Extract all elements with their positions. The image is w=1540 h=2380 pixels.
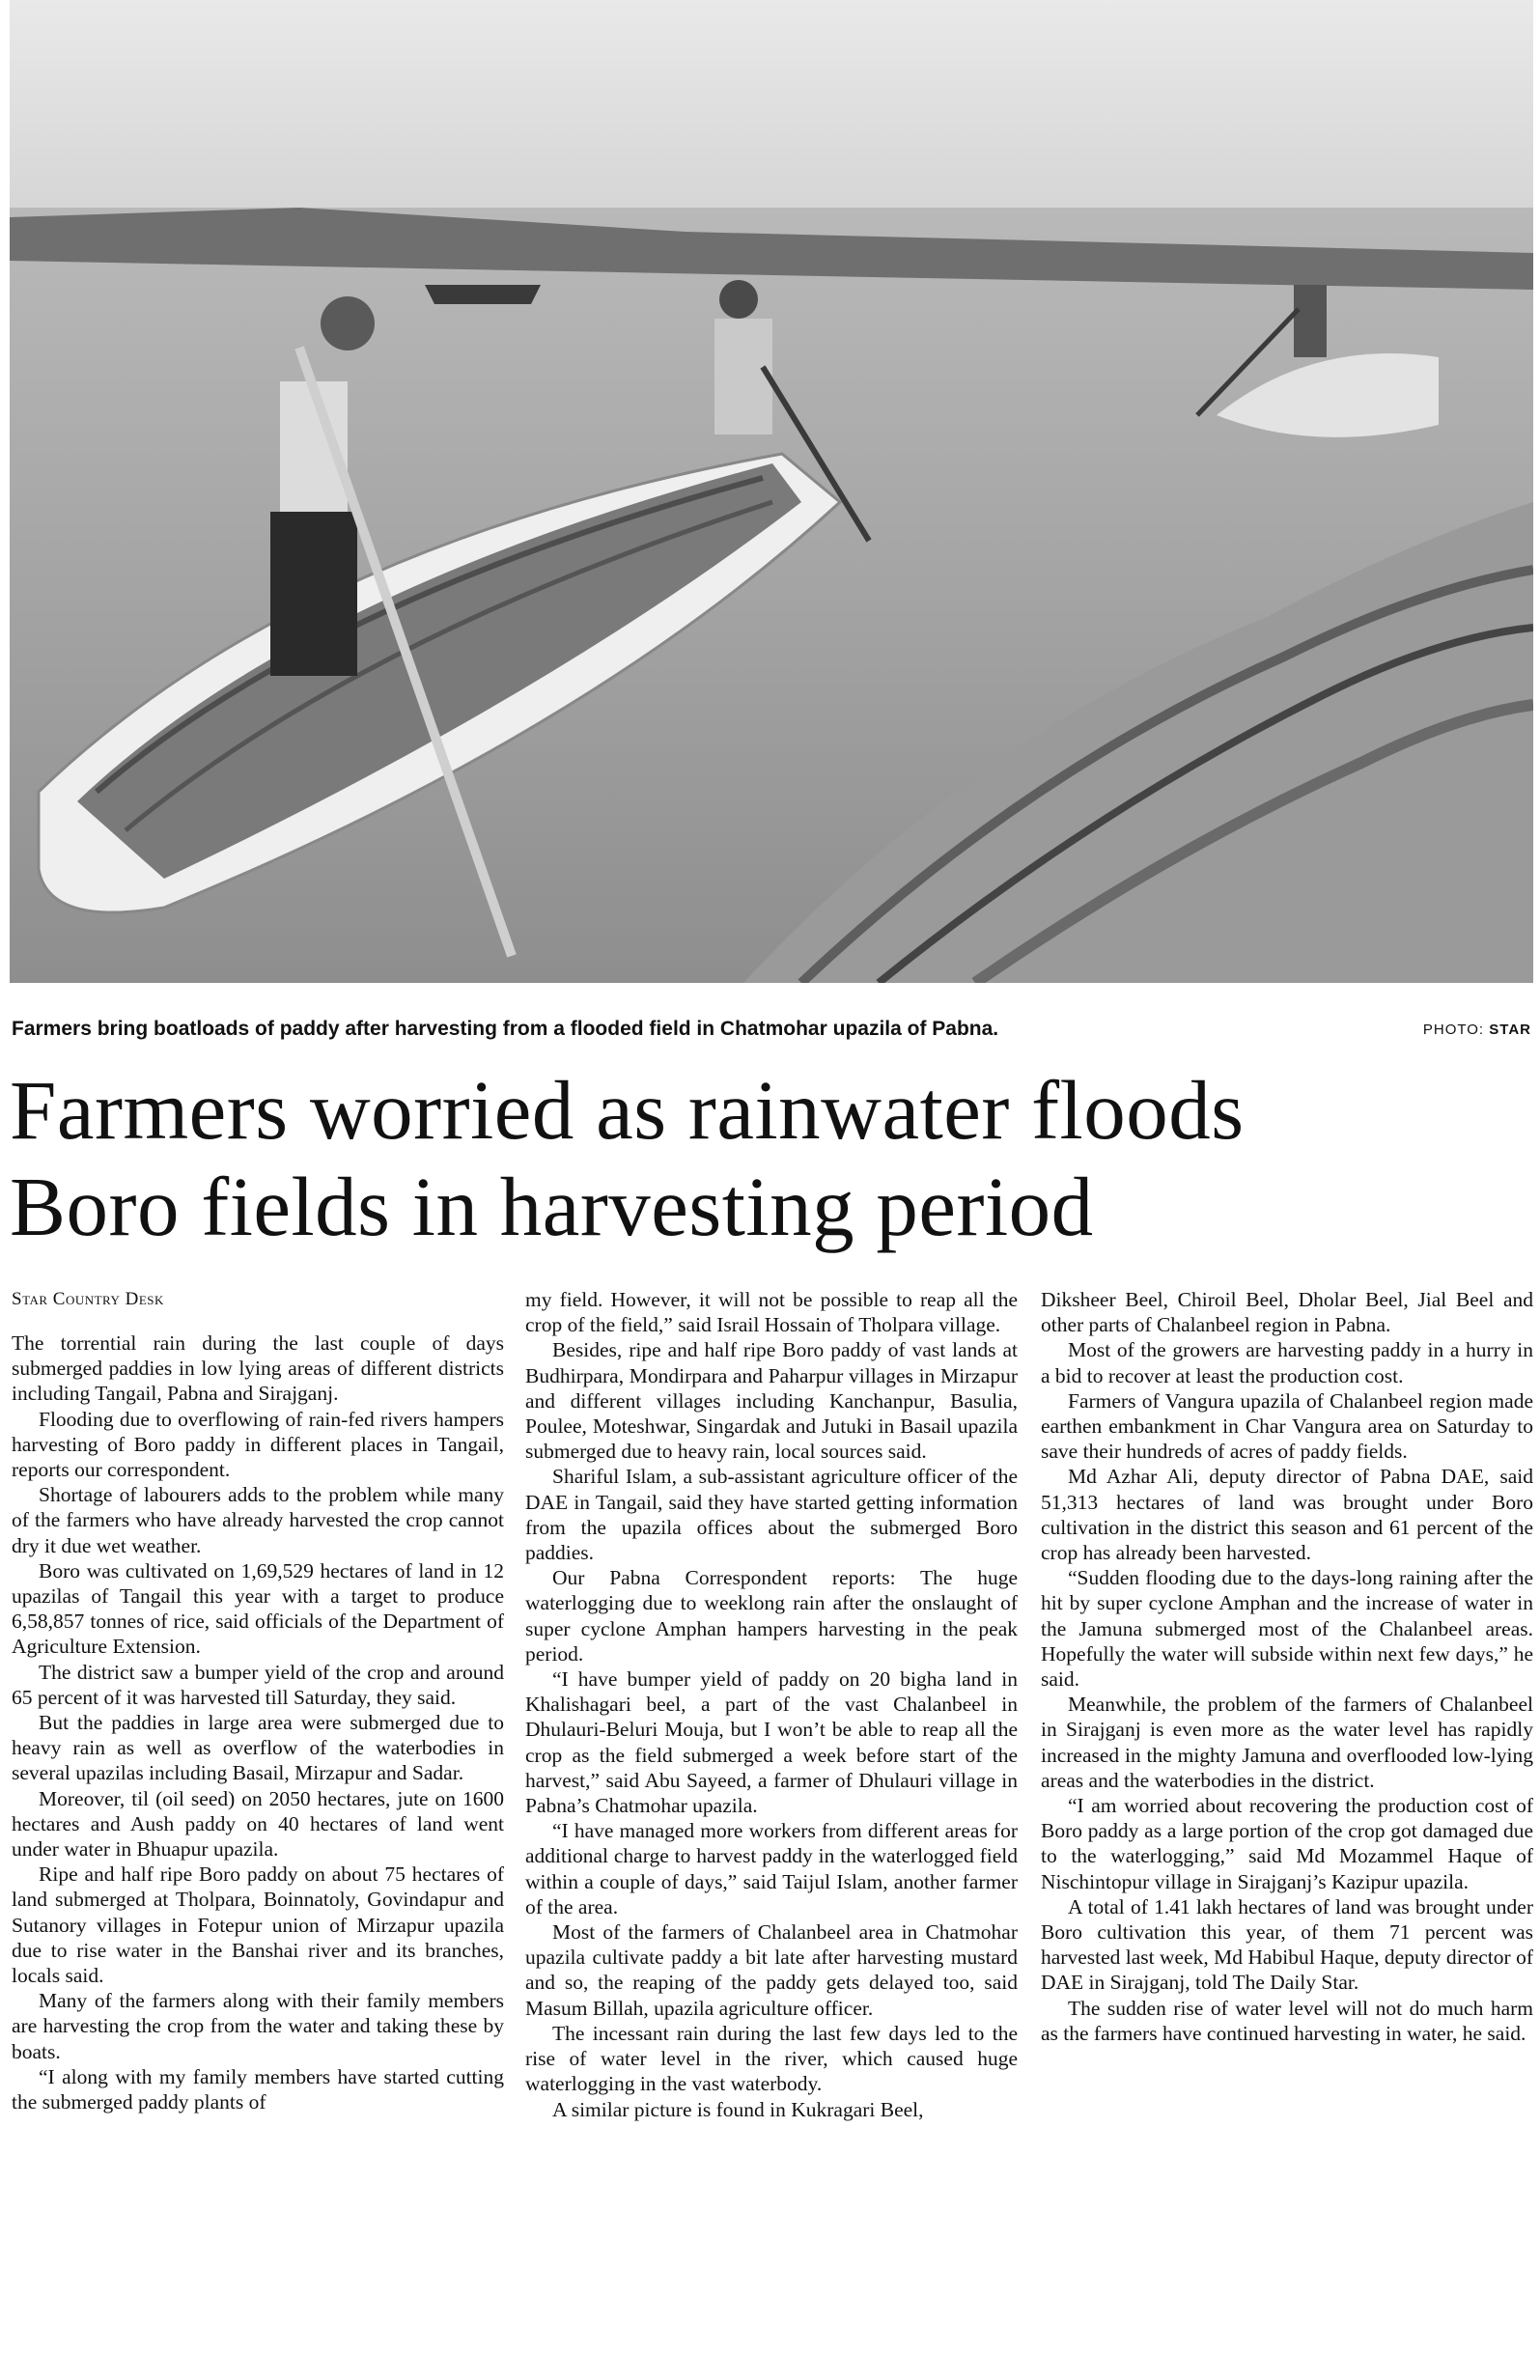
paragraph: Farmers of Vangura upazila of Chalanbeel region made earthen embankment in Char Vangura area on Saturday to save their hundreds of acres of paddy fields. (1041, 1388, 1533, 1464)
paragraph: Boro was cultivated on 1,69,529 hectares of land in 12 upazilas of Tangail this year with a target to produce 6,58,857 tonnes of rice, said officials of the Department of Agriculture Extension. (12, 1558, 504, 1659)
paragraph: Flooding due to overflowing of rain-fed rivers hampers harvesting of Boro paddy in different places in Tangail, reports our correspondent. (12, 1407, 504, 1482)
paragraph: “I have managed more workers from different areas for additional charge to harvest paddy in the waterlogged field within a couple of days,” said Taijul Islam, another farmer of the area. (525, 1819, 1018, 1918)
paragraph: The sudden rise of water level will not do much harm as the farmers have continued harvesting in water, he said. (1041, 1996, 1533, 2045)
paragraph: Besides, ripe and half ripe Boro paddy of vast lands at Budhirpara, Mondirpara and Paharpur villages in Mirzapur and different villages including Kanchanpur, Basulia, Poulee, Moteshwar, Singardak and Jutuki in Basail upazila submerged due to heavy rain, local sources said. (525, 1338, 1018, 1464)
paragraph: The incessant rain during the last few days led to the rise of water level in the river, which caused huge waterlogging in the vast waterbody. (525, 2021, 1018, 2096)
paragraph: “I have bumper yield of paddy on 20 bigha land in Khalishagari beel, a part of the vast Chalanbeel in Dhulauri-Beluri Mouja, but I won’t be able to reap all the crop as the field submerged a week before start of the harvest,” said Abu Sayeed, a farmer of Dhulauri village in Pabna’s Chatmohar upazila. (525, 1667, 1018, 1818)
paragraph: The district saw a bumper yield of the crop and around 65 percent of it was harvested till Saturday, they said. (12, 1660, 504, 1709)
paragraph: Diksheer Beel, Chiroil Beel, Dholar Beel, Jial Beel and other parts of Chalanbeel region in Pabna. (1041, 1288, 1533, 1337)
paragraph: But the paddies in large area were submerged due to heavy rain as well as overflow of the waterbodies in several upazilas including Basail, Mirzapur and Sadar. (12, 1711, 504, 1785)
article-column-3 (1041, 1287, 1533, 2046)
headline-line-1: Farmers worried as rainwater floods (10, 1063, 1245, 1157)
paragraph: Md Azhar Ali, deputy director of Pabna DAE, said 51,313 hectares of land was brought under Boro cultivation in the district this season and 61 percent of the crop has already been harvested. (1041, 1465, 1533, 1565)
paragraph: Our Pabna Correspondent reports: The huge waterlogging due to weeklong rain after the onslaught of super cyclone Amphan hampers harvesting in the peak period. (525, 1566, 1018, 1666)
paragraph: The torrential rain during the last couple of days submerged paddies in low lying areas of different districts including Tangail, Pabna and Sirajganj. (12, 1331, 504, 1406)
photo-caption (10, 1012, 1533, 1050)
caption-text: Farmers bring boatloads of paddy after harvesting from a flooded field in Chatmohar upazila of Pabna. (12, 1018, 999, 1040)
byline: Star Country Desk (12, 1289, 164, 1309)
paragraph: Meanwhile, the problem of the farmers of Chalanbeel in Sirajganj is even more as the water level has rapidly increased in the mighty Jamuna and overflooded low-lying areas and the waterbodies in the district. (1041, 1693, 1533, 1792)
headline-line-2: Boro fields in harvesting period (10, 1160, 1094, 1253)
headline (10, 1062, 1535, 1255)
paragraph: Most of the growers are harvesting paddy in a hurry in a bid to recover at least the production cost. (1041, 1338, 1533, 1387)
paragraph: A similar picture is found in Kukragari Beel, (552, 2097, 924, 2121)
paragraph: Many of the farmers along with their family members are harvesting the crop from the water and taking these by boats. (12, 1989, 504, 2063)
paragraph: Shariful Islam, a sub-assistant agriculture officer of the DAE in Tangail, said they have started getting information from the upazila offices about the submerged Boro paddies. (525, 1465, 1018, 1565)
paragraph: Ripe and half ripe Boro paddy on about 75 hectares of land submerged at Tholpara, Boinnatoly, Govindapur and Sutanory villages in Fotepur union of Mirzapur upazila due to rise water in the Banshai river and its branches, locals said. (12, 1862, 504, 1988)
photo-credit-prefix: PHOTO: (1422, 1022, 1485, 1038)
photo-credit-name: STAR (1489, 1022, 1531, 1038)
paragraph: my field. However, it will not be possible to reap all the crop of the field,” said Israil Hossain of Tholpara village. (525, 1288, 1018, 1337)
article-column-2 (525, 1287, 1018, 2122)
photo-credit (1423, 1022, 1531, 1038)
paragraph: “I along with my family members have started cutting the submerged paddy plants of (12, 2064, 504, 2114)
paragraph: Most of the farmers of Chalanbeel area in Chatmohar upazila cultivate paddy a bit late after harvesting mustard and so, the reaping of the paddy gets delayed too, said Masum Billah, upazila agriculture officer. (525, 1920, 1018, 2020)
paragraph: “Sudden flooding due to the days-long raining after the hit by super cyclone Amphan and the increase of water in the Jamuna submerged most of the Chalanbeel areas. Hopefully the water will subside within next few days,” he said. (1041, 1566, 1533, 1692)
flooded-field-photo (10, 0, 1533, 983)
paragraph: Shortage of labourers adds to the problem while many of the farmers who have already harvested the crop cannot dry it due wet weather. (12, 1483, 504, 1557)
article-column-1 (12, 1330, 504, 2114)
paragraph: Moreover, til (oil seed) on 2050 hectares, jute on 1600 hectares and Aush paddy on 40 hectares of land went under water in Bhuapur upazila. (12, 1786, 504, 1862)
paragraph: A total of 1.41 lakh hectares of land was brought under Boro cultivation this year, of them 71 percent was harvested last week, Md Habibul Haque, deputy director of DAE in Sirajganj, told The Daily Star. (1041, 1894, 1533, 1995)
paragraph: “I am worried about recovering the production cost of Boro paddy as a large portion of the crop got damaged due to the waterlogging,” said Md Mozammel Haque of Nischintopur village in Sirajganj’s Kazipur upazila. (1041, 1794, 1533, 1893)
news-photo (10, 0, 1533, 983)
